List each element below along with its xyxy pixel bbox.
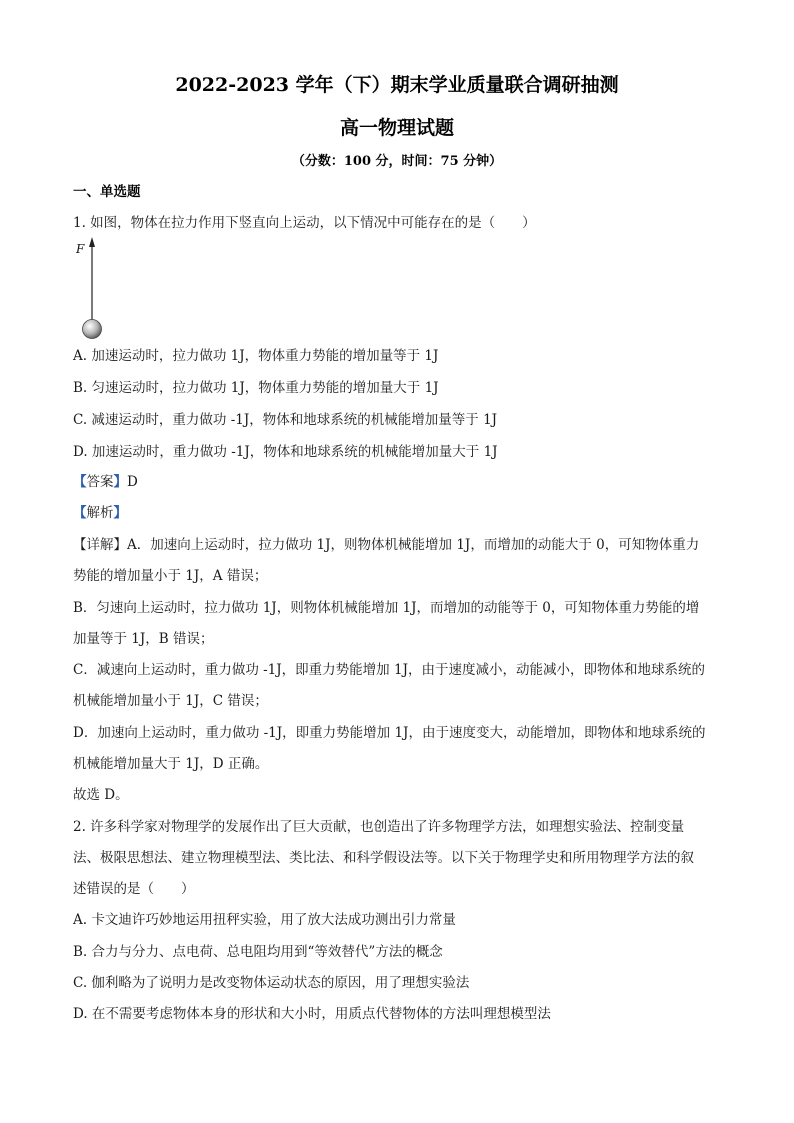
force-arrow-head	[89, 237, 95, 247]
q1-detail-line-4: 加量等于 1J，B 错误；	[73, 631, 214, 647]
ball-object	[83, 320, 102, 339]
exam-subtitle: 高一物理试题	[339, 117, 454, 139]
q2-stem-line-1: 2. 许多科学家对物理学的发展作出了巨大贡献，也创造出了许多物理学方法，如理想实验法、控制变量	[73, 819, 685, 835]
q1-option-b: B. 匀速运动时，拉力做功 1J，物体重力势能的增加量大于 1J	[73, 380, 439, 396]
q1-option-d: D. 加速运动时，重力做功 -1J，物体和地球系统的机械能增加量大于 1J	[73, 444, 498, 460]
q1-analysis-heading: 【解析】	[73, 505, 127, 521]
q2-option-d: D. 在不需要考虑物体本身的形状和大小时，用质点代替物体的方法叫理想模型法	[73, 1006, 551, 1022]
exam-title: 2022-2023 学年（下）期末学业质量联合调研抽测	[175, 74, 619, 96]
q2-stem-line-2: 法、极限思想法、建立物理模型法、类比法、和科学假设法等。以下关于物理学史和所用物理学方法的叙	[73, 850, 694, 866]
exam-meta: （分数：100 分，时间：75 分钟）	[291, 154, 503, 169]
q1-detail-line-8: 机械能增加量大于 1J，D 正确。	[73, 756, 269, 772]
q1-conclusion: 故选 D。	[73, 787, 129, 803]
q1-option-c: C. 减速运动时，重力做功 -1J，物体和地球系统的机械能增加量等于 1J	[73, 412, 498, 428]
q2-option-b: B. 合力与分力、点电荷、总电阻均用到“等效替代”方法的概念	[73, 944, 443, 960]
q1-option-a: A. 加速运动时，拉力做功 1J，物体重力势能的增加量等于 1J	[73, 348, 439, 364]
q2-option-c: C. 伽利略为了说明力是改变物体运动状态的原因，用了理想实验法	[73, 975, 470, 991]
analysis-tag: 解析	[86, 505, 114, 521]
answer-tag: 答案	[86, 474, 114, 490]
q2-stem-line-3: 述错误的是（ ）	[73, 881, 195, 897]
q1-detail-line-6: 机械能增加量小于 1J，C 错误；	[73, 693, 268, 709]
q1-force-figure	[75, 236, 115, 342]
q1-detail-line-1: 【详解】A．加速向上运动时，拉力做功 1J，则物体机械能增加 1J，而增加的动能大于 0，可知物体重力	[73, 537, 700, 553]
q1-answer: 【答案】D	[73, 474, 138, 490]
q2-option-a: A. 卡文迪许巧妙地运用扭秤实验，用了放大法成功测出引力常量	[73, 912, 456, 928]
section-heading: 一、单选题	[73, 184, 141, 200]
q1-detail-line-3: B．匀速向上运动时，拉力做功 1J，则物体机械能增加 1J，而增加的动能等于 0，可知物体重力势能的增	[73, 600, 700, 616]
q1-detail-line-5: C．减速向上运动时，重力做功 -1J，即重力势能增加 1J，由于速度减小，动能减小，即物体和地球系统的	[73, 662, 705, 678]
force-label: F	[76, 242, 85, 256]
q1-detail-line-2: 势能的增加量小于 1J，A 错误；	[73, 568, 268, 584]
answer-value: D	[127, 474, 138, 490]
detail-text-1: A．加速向上运动时，拉力做功 1J，则物体机械能增加 1J，而增加的动能大于 0，可知物体重力	[127, 537, 700, 553]
q1-stem: 1. 如图，物体在拉力作用下竖直向上运动，以下情况中可能存在的是（ ）	[73, 215, 536, 231]
q1-detail-line-7: D．加速向上运动时，重力做功 -1J，即重力势能增加 1J，由于速度变大，动能增加，即物体和地球系统的	[73, 725, 706, 741]
detail-tag: 详解	[86, 537, 114, 553]
